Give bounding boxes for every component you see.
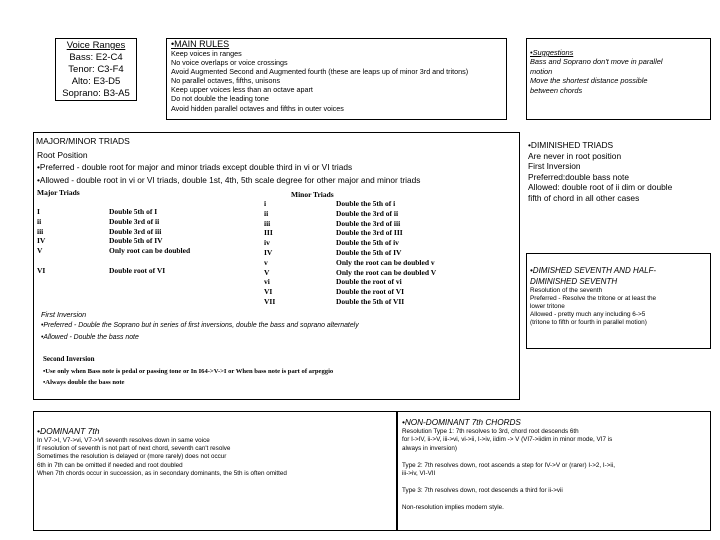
dim-seventh-title: •DIMISHED SEVENTH AND HALF-	[530, 266, 657, 275]
major-chord: IV	[37, 236, 46, 246]
minor-chord: VII	[264, 296, 276, 306]
dominant-line: Sometimes the resolution is delayed or (more rarely) does not occur	[37, 453, 227, 461]
table-row	[37, 236, 190, 246]
main-rule-line: No parallel octaves, fifths, unisons	[171, 76, 281, 86]
dim-seventh-line: lower tritone	[530, 303, 565, 311]
minor-chord: V	[264, 267, 270, 277]
table-row	[264, 238, 436, 248]
minor-rule: Double the 5th of VII	[336, 296, 405, 306]
voice-range-alto: Alto: E3-D5	[71, 76, 121, 87]
minor-rule: Only the root can be doubled V	[336, 267, 437, 277]
minor-chord: v	[264, 257, 268, 267]
table-row	[264, 277, 436, 287]
main-rule-line: Avoid Augmented Second and Augmented fourth (these are leaps up of minor 3rd and tritons)	[171, 67, 469, 77]
table-row	[37, 217, 190, 227]
minor-rule: Double the 5th of iv	[336, 238, 399, 248]
diminished-line: fifth of chord in all other cases	[528, 192, 640, 203]
major-chord: I	[37, 207, 40, 216]
main-rules-box	[166, 38, 507, 120]
minor-triads-table	[264, 199, 436, 307]
suggestion-line: between chords	[530, 85, 583, 95]
table-row	[264, 248, 436, 258]
triads-title: MAJOR/MINOR TRIADS	[36, 136, 130, 146]
main-rule-line: Keep voices in ranges	[171, 49, 242, 58]
minor-rule: Double the 5th of i	[336, 199, 396, 208]
major-chord: ii	[37, 216, 42, 226]
minor-triads-title: Minor Triads	[291, 190, 334, 199]
minor-chord: vi	[264, 277, 270, 287]
root-position-heading: Root Position	[37, 150, 88, 160]
major-rule: Only root can be doubled	[109, 246, 191, 256]
major-rule: Double 3rd of ii	[109, 216, 160, 226]
major-rule: Double 3rd of iii	[109, 226, 162, 236]
first-inversion-allowed: •Allowed - Double the bass note	[41, 334, 139, 341]
diminished-line: Allowed: double root of ii dim or double	[528, 182, 673, 193]
voice-ranges-title: Voice Ranges	[66, 40, 126, 51]
major-triads-table	[37, 207, 190, 276]
non-dominant-box	[397, 411, 711, 531]
major-chord: V	[37, 246, 43, 256]
table-row	[264, 199, 436, 209]
dim-seventh-line: (tritone to fifth or fourth in parallel motion)	[530, 319, 647, 327]
triads-box	[33, 132, 520, 400]
dominant-line: If resolution of seventh is not part of next chord, seventh can't resolve	[37, 445, 231, 453]
major-triads-title: Major Triads	[37, 188, 80, 197]
non-dominant-line: Type 3: 7th resolves down, root descends a third for ii->vii	[402, 486, 563, 494]
non-dominant-line	[402, 495, 706, 503]
dim-seventh-title: DIMINISHED SEVENTH	[530, 276, 618, 286]
voice-range-soprano: Soprano: B3-A5	[62, 88, 130, 99]
non-dominant-line	[402, 478, 706, 486]
main-rule-line: Keep upper voices less than an octave apart	[171, 85, 313, 95]
triads-allowed: •Allowed - double root in vi or VI triads, double 1st, 4th, 5th scale degree for other major and minor triads	[37, 175, 421, 185]
dominant-title: •DOMINANT 7th	[37, 426, 100, 436]
non-dominant-line: Resolution Type 1: 7th resolves to 3rd, chord root descends 6th	[402, 428, 579, 435]
dominant-line: In V7->I, V7->vi, V7->VI seventh resolves down in same voice	[37, 437, 210, 444]
dim-seventh-line: Resolution of the seventh	[530, 287, 603, 294]
table-row	[264, 287, 436, 297]
dominant-line: 6th in 7th can be omitted if needed and root doubled	[37, 461, 183, 469]
table-row	[264, 258, 436, 268]
diminished-line: First Inversion	[528, 161, 581, 172]
first-inversion-title: First Inversion	[41, 310, 87, 319]
voice-range-tenor: Tenor: C3-F4	[68, 64, 124, 75]
minor-rule: Double the 3rd of iii	[336, 218, 401, 228]
non-dominant-title: •NON-DOMINANT 7th CHORDS	[402, 418, 521, 427]
minor-chord: iii	[264, 218, 271, 228]
triads-preferred: •Preferred - double root for major and minor triads except double third in vi or VI triads	[37, 162, 353, 172]
second-inversion-double: •Always double the bass note	[43, 379, 125, 386]
main-rule-line: Avoid hidden parallel octaves and fifths in outer voices	[171, 103, 344, 113]
minor-chord: VI	[264, 287, 273, 297]
minor-chord: i	[264, 199, 267, 208]
first-inversion-preferred: •Preferred - Double the Soprano but in series of first inversions, double the bass and soprano alternately	[41, 322, 359, 329]
minor-chord: IV	[264, 247, 273, 257]
major-rule: Double root of VI	[109, 265, 166, 275]
second-inversion-title: Second Inversion	[43, 355, 95, 363]
table-row	[264, 209, 436, 219]
minor-rule: Double the 3rd of III	[336, 228, 403, 238]
table-row	[37, 207, 190, 217]
minor-rule: Double the root of VI	[336, 287, 405, 297]
minor-rule: Only the root can be doubled v	[336, 257, 435, 267]
dim-seventh-line: Allowed - pretty much any including 6->5	[530, 311, 646, 319]
table-row	[37, 246, 190, 256]
table-row	[264, 228, 436, 238]
table-row	[37, 227, 190, 237]
minor-chord: iv	[264, 238, 270, 248]
table-row	[264, 297, 436, 307]
second-inversion-use: •Use only when Bass note is pedal or passing tone or In I64->V->I or When bass note is part of arpeggio	[43, 368, 334, 375]
dominant-seventh-box	[33, 411, 397, 531]
diminished-title: •DIMINISHED TRIADS	[528, 140, 614, 150]
dim-seventh-line: Preferred - Resolve the tritone or at least the	[530, 295, 657, 303]
table-row	[37, 266, 190, 276]
non-dominant-line: Type 2: 7th resolves down, root ascends a step for IV->V or (rarer) I->2, I->ii,	[402, 461, 615, 469]
minor-rule: Double the 3rd of ii	[336, 208, 399, 218]
non-dominant-line: for I->IV, ii->V, iii->vi, vi->ii, I->iv, iidim -> V (VI7->iidim in minor mode, VI7 is	[402, 436, 613, 444]
diminished-line: Are never in root position	[528, 150, 622, 161]
main-rule-line: No voice overlaps or voice crossings	[171, 58, 288, 68]
main-rules-title: •MAIN RULES	[171, 39, 230, 49]
voice-ranges-box	[55, 38, 137, 101]
diminished-line: Preferred:double bass note	[528, 171, 630, 182]
suggestion-line: Bass and Soprano don't move in parallel	[530, 57, 663, 67]
major-rule: Double 5th of IV	[109, 236, 163, 246]
table-row	[264, 268, 436, 278]
non-dominant-line	[402, 453, 706, 461]
non-dominant-line: Non-resolution implies modern style.	[402, 503, 504, 511]
dominant-line: When 7th chords occur in succession, as in secondary dominants, the 5th is often omitted	[37, 469, 287, 477]
minor-rule: Double the 5th of IV	[336, 247, 402, 257]
non-dominant-line: iii->iv, VI-VII	[402, 470, 436, 478]
table-row	[264, 219, 436, 229]
major-chord: iii	[37, 226, 44, 236]
minor-chord: III	[264, 228, 273, 238]
non-dominant-line: always in inversion)	[402, 444, 457, 452]
diminished-triads	[528, 140, 672, 204]
minor-rule: Double the root of vi	[336, 277, 402, 287]
suggestion-line: motion	[530, 66, 553, 76]
main-rule-line: Do not double the leading tone	[171, 94, 269, 104]
suggestions-box	[526, 38, 711, 120]
suggestions-title: •Suggestions	[530, 48, 574, 57]
suggestion-line: Move the shortest distance possible	[530, 76, 648, 86]
dim-seventh-box	[526, 253, 711, 349]
voice-range-bass: Bass: E2-C4	[69, 52, 123, 63]
major-chord: VI	[37, 265, 46, 275]
minor-chord: ii	[264, 208, 269, 218]
major-rule: Double 5th of I	[109, 207, 158, 216]
